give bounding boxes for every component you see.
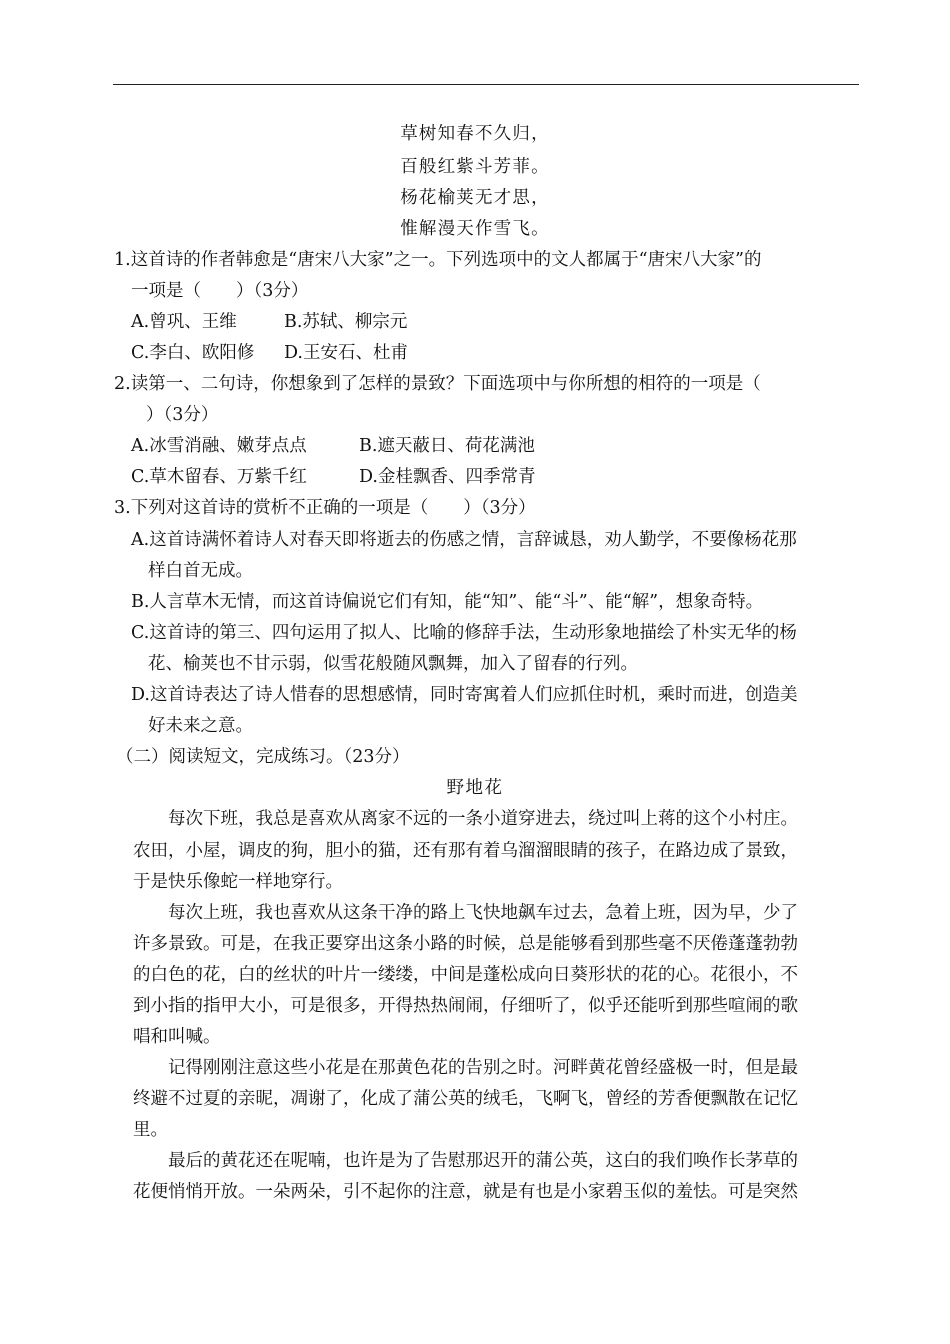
poem-line: 杨花榆荚无才思， [400, 188, 550, 208]
q1-option-d: D.王安石、杜甫 [284, 343, 408, 363]
passage-line: 记得刚刚注意这些小花是在那黄色花的告别之时。河畔黄花曾经盛极一时，但是最 [168, 1058, 798, 1078]
q1-option-a: A.曾巩、王维 [131, 312, 237, 332]
passage-line: 的白色的花，白的丝状的叶片一缕缕，中间是蓬松成向日葵形状的花的心。花很小，不 [133, 965, 798, 985]
q3-option-d-cont: 好未来之意。 [148, 716, 253, 736]
poem-line: 惟解漫天作雪飞。 [400, 219, 550, 239]
q1-option-b: B.苏轼、柳宗元 [284, 312, 408, 332]
passage-line: 每次下班，我总是喜欢从离家不远的一条小道穿进去，绕过叫上蒋的这个小村庄。 [168, 809, 798, 829]
passage-line: 最后的黄花还在呢喃，也许是为了告慰那迟开的蒲公英，这白的我们唤作长茅草的 [168, 1151, 798, 1171]
question-1-stem-cont: 一项是（ ）（3分） [131, 281, 309, 301]
q3-option-c-cont: 花、榆荚也不甘示弱，似雪花般随风飘舞，加入了留春的行列。 [148, 654, 638, 674]
poem-line: 草树知春不久归， [400, 124, 550, 144]
q1-option-c: C.李白、欧阳修 [131, 343, 255, 363]
poem-line: 百般红紫斗芳菲。 [400, 157, 550, 177]
passage-line: 每次上班，我也喜欢从这条干净的路上飞快地飙车过去，急着上班，因为早，少了 [168, 903, 798, 923]
passage-line: 农田，小屋，调皮的狗，胆小的猫，还有那有着乌溜溜眼睛的孩子，在路边成了景致， [133, 841, 798, 861]
passage-line: 到小指的指甲大小，可是很多，开得热热闹闹，仔细听了，似乎还能听到那些喧闹的歌 [133, 996, 798, 1016]
q3-option-b: B.人言草木无情，而这首诗偏说它们有知，能“知”、能“斗”、能“解”，想象奇特。 [131, 592, 764, 612]
section-heading: （二）阅读短文，完成练习。（23分） [116, 747, 410, 767]
q3-option-d: D.这首诗表达了诗人惜春的思想感情，同时寄寓着人们应抓住时机，乘时而进，创造美 [131, 685, 798, 705]
question-1-stem: 1.这首诗的作者韩愈是“唐宋八大家”之一。下列选项中的文人都属于“唐宋八大家”的 [114, 250, 762, 270]
q2-option-a: A.冰雪消融、嫩芽点点 [131, 436, 307, 456]
q2-option-d: D.金桂飘香、四季常青 [359, 467, 536, 487]
passage-line: 许多景致。可是，在我正要穿出这条小路的时候，总是能够看到那些毫不厌倦蓬蓬勃勃 [133, 934, 798, 954]
passage-line: 唱和叫喊。 [133, 1027, 221, 1047]
q2-option-c: C.草木留春、万紫千红 [131, 467, 307, 487]
question-3-stem: 3.下列对这首诗的赏析不正确的一项是（ ）（3分） [114, 498, 536, 518]
passage-line: 里。 [133, 1120, 168, 1140]
q2-option-b: B.遮天蔽日、荷花满池 [359, 436, 535, 456]
passage-line: 花便悄悄开放。一朵两朵，引不起你的注意，就是有也是小家碧玉似的羞怯。可是突然 [133, 1182, 798, 1202]
question-2-stem-cont: ）（3分） [146, 405, 219, 425]
q3-option-a-cont: 样白首无成。 [148, 561, 253, 581]
header-rule [113, 84, 859, 85]
passage-line: 于是快乐像蛇一样地穿行。 [133, 872, 343, 892]
passage-line: 终避不过夏的亲昵，凋谢了，化成了蒲公英的绒毛，飞啊飞，曾经的芳香便飘散在记忆 [133, 1089, 798, 1109]
passage-title: 野地花 [446, 778, 504, 798]
question-2-stem: 2.读第一、二句诗，你想象到了怎样的景致？下面选项中与你所想的相符的一项是（ [114, 374, 761, 394]
q3-option-a: A.这首诗满怀着诗人对春天即将逝去的伤感之情，言辞诚恳，劝人勤学，不要像杨花那 [131, 530, 797, 550]
q3-option-c: C.这首诗的第三、四句运用了拟人、比喻的修辞手法，生动形象地描绘了朴实无华的杨 [131, 623, 797, 643]
